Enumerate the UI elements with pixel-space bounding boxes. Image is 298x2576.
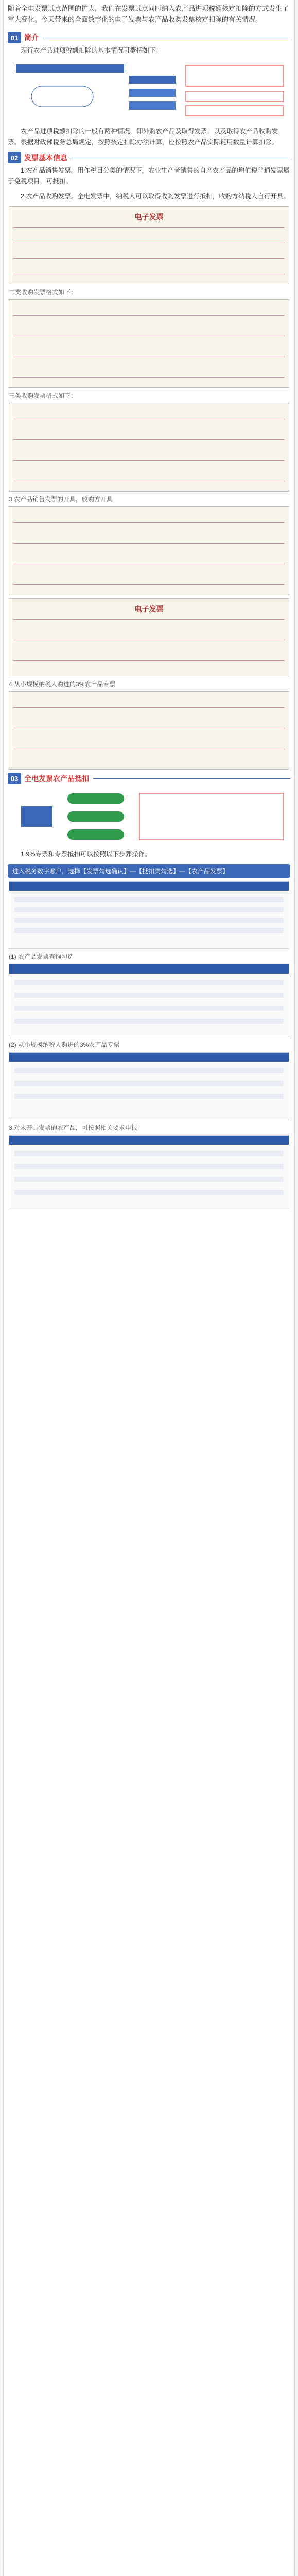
section-2-header xyxy=(8,152,290,163)
section-1-header xyxy=(8,32,290,43)
caption-1: 二类收购发票格式如下： xyxy=(9,289,77,296)
paragraph-1: 1.农产品销售发票。用作税目分类的情况下，农业生产者销售的自产农产品的增值税普通发票属于免税项目，可抵扣。 xyxy=(8,167,290,185)
step-1: 进入税务数字账户，选择【发票勾选确认】—【抵扣类勾选】—【农产品发票】 xyxy=(8,865,290,877)
invoice-title: 电子发票 xyxy=(134,213,164,221)
section-3-text: 1.9%专票和专票抵扣可以按照以下步骤操作。 xyxy=(21,851,151,858)
screenshot-4 xyxy=(9,1135,289,1208)
invoice-image-4 xyxy=(9,506,289,595)
section-number: 02 xyxy=(8,152,21,163)
section-number: 01 xyxy=(8,32,21,43)
invoice-image-1 xyxy=(9,206,289,284)
screenshot-2 xyxy=(9,964,289,1037)
invoice-image-2 xyxy=(9,299,289,388)
section-title: 简介 xyxy=(24,33,39,42)
invoice-title: 电子发票 xyxy=(134,605,164,613)
intro-text: 随着全电发票试点范围的扩大，我们在发票试点同时纳入农产品进项税额核定扣除的方式发生了重大变化。今天带来的全面数字化的电子发票与农产品收购发票核定扣除的有关情况。 xyxy=(8,5,289,23)
flow-diagram-2-svg xyxy=(11,788,292,845)
caption-3: 3.农产品销售发票的开具，收购方开具 xyxy=(9,496,113,503)
caption-2: 三类收购发票格式如下： xyxy=(9,392,77,399)
caption-4: 4.从小规模纳税人购进的3%农产品专票 xyxy=(9,681,116,688)
section-2-text: 农产品进项税额扣除的一般有两种情况，即外购农产品及取得发票，以及取得农产品收购发票。根据财政部税务总局规定，按照核定扣除办法计算，应按照农产品实际耗用数量计算扣除。 xyxy=(8,128,278,146)
flow-diagram-2 xyxy=(11,788,287,845)
section-number: 03 xyxy=(8,773,21,784)
section-title: 全电发票农产品抵扣 xyxy=(24,774,89,783)
section-title: 发票基本信息 xyxy=(24,154,67,162)
screenshot-3 xyxy=(9,1052,289,1120)
invoice-image-5 xyxy=(9,598,289,676)
note-box xyxy=(8,864,290,878)
invoice-image-3 xyxy=(9,403,289,492)
flow-diagram-svg xyxy=(11,60,292,122)
section-divider xyxy=(93,778,290,779)
screenshot-1 xyxy=(9,881,289,949)
invoice-image-6 xyxy=(9,691,289,770)
flow-diagram xyxy=(11,60,287,122)
section-3-header xyxy=(8,773,290,784)
section-1-text: 现行农产品进项税额扣除的基本情况可概括如下： xyxy=(21,47,163,54)
article xyxy=(3,0,295,2576)
step-2: (1) 农产品发票查询勾选 xyxy=(9,953,74,960)
step-3: (2) 从小规模纳税人购进的3%农产品专票 xyxy=(9,1041,120,1048)
step-4: 3.对未开具发票的农产品，可按照相关要求申报 xyxy=(9,1124,138,1131)
paragraph-2: 2.农产品收购发票。全电发票中，纳税人可以取得收购发票进行抵扣，收购方纳税人自行开具。 xyxy=(21,193,290,200)
